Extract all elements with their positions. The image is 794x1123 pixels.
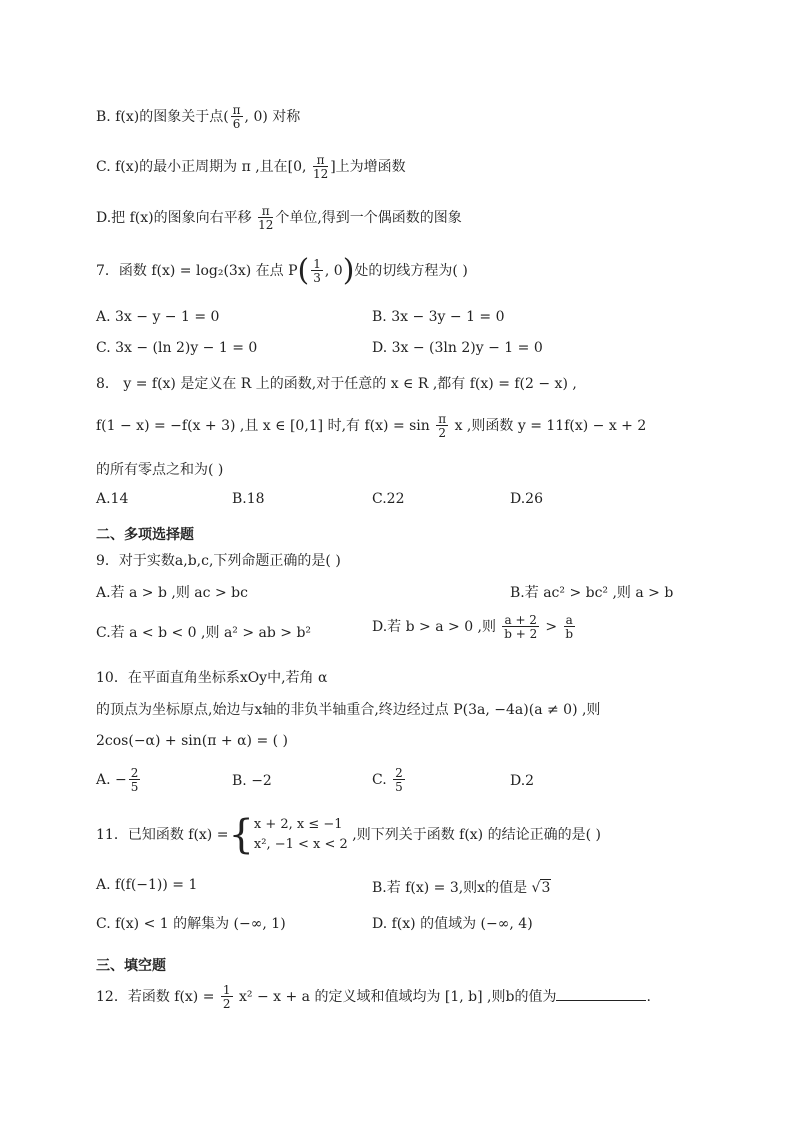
q6-option-d: D.把 f(x)的图象向右平移 $\frac{\pi}{12}$ 个单位,得到一个偶函数的图象 [96,204,462,232]
fraction: $\frac{\pi}{12}$ [312,153,329,181]
q8-line1: 8． y = f(x) 是定义在 R 上的函数,对于任意的 x ∈ R ,都有 f(x) = f(2 − x) , [96,376,577,392]
q11-option-a: A. f(f(−1)) = 1 [96,877,198,893]
fraction: $\frac{a}{b}$ [565,613,574,641]
fraction: $\frac{1}{3}$ [313,257,321,285]
q9-option-c: C.若 a < b < 0 ,则 a² > ab > b² [96,625,312,641]
q7-option-b: B. 3x − 3y − 1 = 0 [372,309,505,325]
fraction: $\frac{\pi}{12}$ [258,204,274,232]
square-root: √3 [531,880,551,896]
q8-option-b: B.18 [232,491,265,507]
fraction: $\frac{a + 2}{b + 2}$ [504,613,538,641]
section-heading-fill-in: 三、填空题 [96,958,166,974]
q10-line1: 10．在平面直角坐标系xOy中,若角 α [96,670,328,686]
q9-option-a: A.若 a > b ,则 ac > bc [96,585,248,601]
q9-option-b: B.若 ac² > bc² ,则 a > b [510,585,674,601]
section-heading-multiple-choice: 二、多项选择题 [96,527,194,543]
fraction: $\frac{2}{5}$ [130,766,139,794]
q8-option-d: D.26 [510,491,543,507]
q8-option-c: C.22 [372,491,405,507]
q7-option-c: C. 3x − (ln 2)y − 1 = 0 [96,340,258,356]
q11-stem: 11．已知函数 f(x) ={ x + 2, x ≤ −1 x², −1 < x < 2 ,则下列关于函数 f(x) 的结论正确的是( ) [96,812,601,858]
q10-option-d: D.2 [510,773,535,789]
answer-blank[interactable] [556,986,646,1001]
q10-line3: 2cos(−α) + sin(π + α) = ( ) [96,733,288,749]
fraction: $\frac{1}{2}$ [222,983,231,1011]
q11-option-b: B.若 f(x) = 3,则x的值是 √3 [372,880,551,896]
q10-option-a: A. − $\frac{2}{5}$ [96,766,139,794]
q7-option-a: A. 3x − y − 1 = 0 [96,309,220,325]
q10-line2: 的顶点为坐标原点,始边与x轴的非负半轴重合,终边经过点 P(3a, −4a)(a ≠ 0) ,则 [96,702,601,718]
piecewise-cases: x + 2, x ≤ −1 x², −1 < x < 2 [253,817,348,852]
fraction: $\frac{\pi}{2}$ [438,412,447,440]
q8-option-a: A.14 [96,491,129,507]
q12-stem: 12．若函数 f(x) = $\frac{1}{2}$ x² − x + a 的定义域和值域均为 [1, b] ,则b的值为 . [96,983,651,1011]
q11-option-d: D. f(x) 的值域为 (−∞, 4) [372,916,533,932]
fraction: $\frac{2}{5}$ [395,766,403,794]
q10-option-c: C. $\frac{2}{5}$ [372,766,403,794]
q11-option-c: C. f(x) < 1 的解集为 (−∞, 1) [96,916,286,932]
q8-line2: f(1 − x) = −f(x + 3) ,且 x ∈ [0,1] 时,有 f(x) = sin $\frac{\pi}{2}$ x ,则函数 y = 11f(x) − x + 2 [96,412,647,440]
q6-option-b: B. f(x)的图象关于点( $\frac{\pi}{6}$ , 0) 对称 [96,103,301,131]
fraction: $\frac{\pi}{6}$ [232,103,241,131]
q10-option-b: B. −2 [232,773,272,789]
q7-option-d: D. 3x − (3ln 2)y − 1 = 0 [372,340,543,356]
q9-option-d: D.若 b > a > 0 ,则 $\frac{a + 2}{b + 2}$ > $\frac{a}{b}$ [372,613,574,641]
q9-stem: 9．对于实数a,b,c,下列命题正确的是( ) [96,553,341,569]
q7-stem: 7．函数 f(x) = log₂(3x) 在点 P( $\frac{1}{3}$ , 0)处的切线方程为( ) [96,253,468,288]
q6-option-c: C. f(x)的最小正周期为 π ,且在[0, $\frac{\pi}{12}$ ]上为增函数 [96,153,406,181]
q8-line3: 的所有零点之和为( ) [96,462,224,478]
